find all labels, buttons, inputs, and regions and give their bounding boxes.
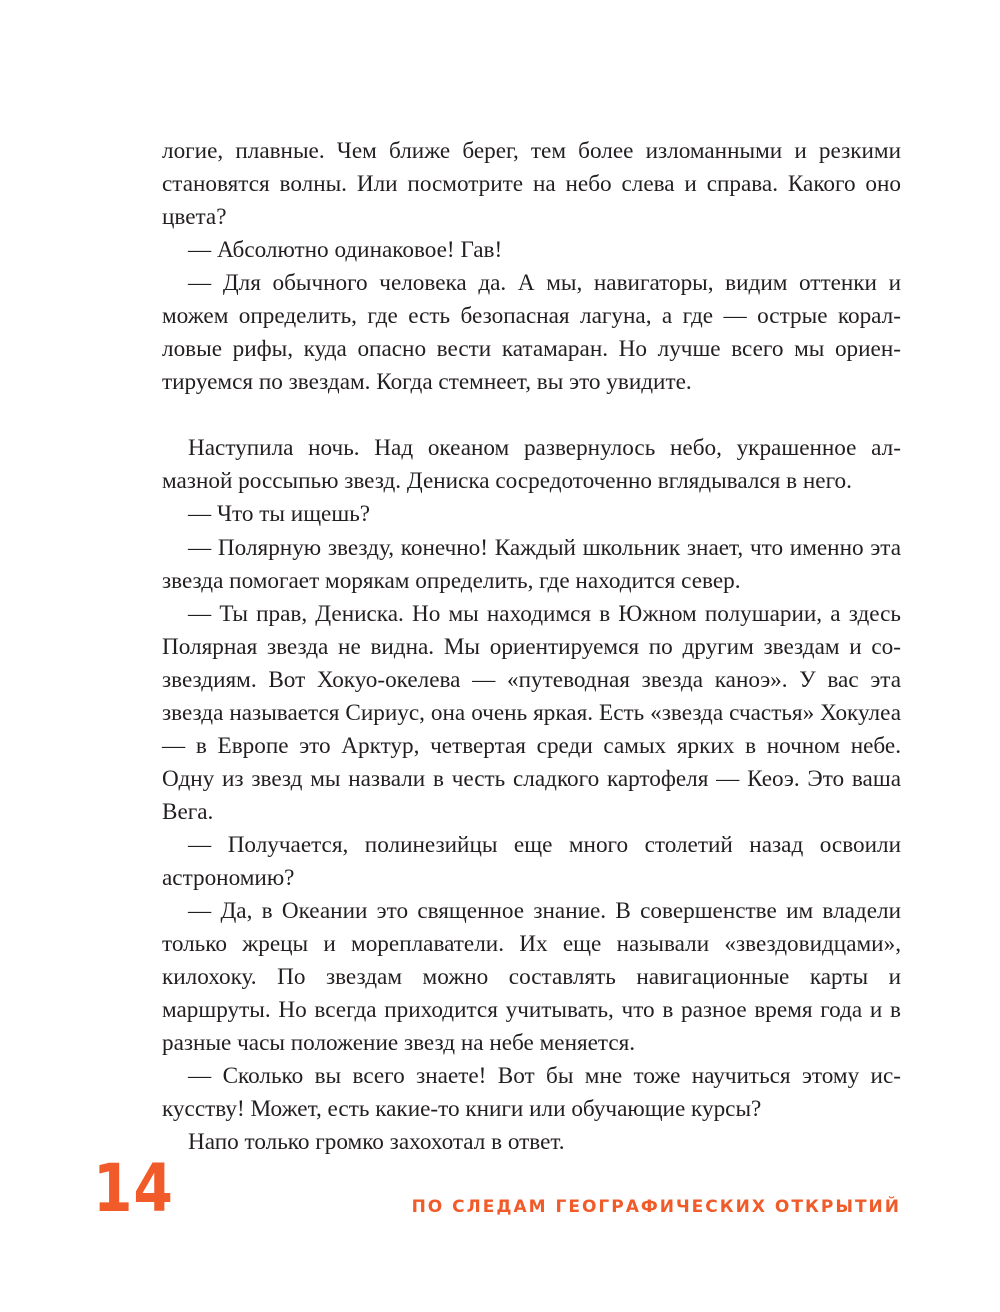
paragraph: — Абсолютно одинаковое! Гав! — [188, 237, 503, 264]
body-text — [162, 135, 901, 1159]
paragraph: Напо только громко захохотал в ответ. — [188, 1129, 565, 1156]
paragraph: — Ты прав, Дениска. Но мы находимся в Южном полушарии, а здесь Полярная звезда не видна. Мы ориентируемся по другим звездам и созвездиям. Вот Хокуо-окелева — «путеводная звезда каноэ». У вас эта звезда называется Сириус, она очень яркая. Есть «звезда счастья» Хокулеа — в Европе это Арктур, четвертая среди самых ярких в ночном небе. Одну из звезд мы назвали в честь сладкого картофеля — Кеоэ. Это ваша Вега. — [162, 600, 901, 825]
paragraph: Наступила ночь. Над океаном развернулось небо, украшенное алмазной россыпью звезд. Дениска сосредоточенно вглядывался в него. — [162, 435, 901, 495]
paragraph: — Что ты ищешь? — [188, 501, 371, 528]
paragraph: логие, плавные. Чем ближе берег, тем более изломанными и резкими становятся волны. Или посмотрите на небо слева и справа. Какого оно цвета? — [162, 138, 901, 231]
paragraph: — Полярную звезду, конечно! Каждый школьник знает, что именно эта звезда помогает морякам определить, где находится север. — [162, 534, 901, 594]
running-title: ПО СЛЕДАМ ГЕОГРАФИЧЕСКИХ ОТКРЫТИЙ — [411, 1197, 901, 1217]
page-number: 14 — [93, 1150, 174, 1227]
section-break — [162, 399, 901, 432]
paragraph: — Да, в Океании это священное знание. В совершенстве им владели только жрецы и мореплаватели. Их еще называли «звездовидцами», килохоку. По звездам можно составлять навигационные карты и маршруты. Но всегда приходится учитывать, что в разное время года и в разные часы положение звезд на небе меняется. — [162, 898, 901, 1057]
paragraph: — Для обычного человека да. А мы, навигаторы, видим оттенки и можем определить, где есть безопасная лагуна, а где — острые коралловые рифы, куда опасно вести катамаран. Но лучше всего мы ориентируемся по звездам. Когда стемнеет, вы это увидите. — [162, 270, 901, 396]
paragraph: — Сколько вы всего знаете! Вот бы мне тоже научиться этому искусству! Может, есть какие-то книги или обучающие курсы? — [162, 1063, 901, 1123]
paragraph: — Получается, полинезийцы еще много столетий назад освоили астрономию? — [162, 831, 901, 891]
